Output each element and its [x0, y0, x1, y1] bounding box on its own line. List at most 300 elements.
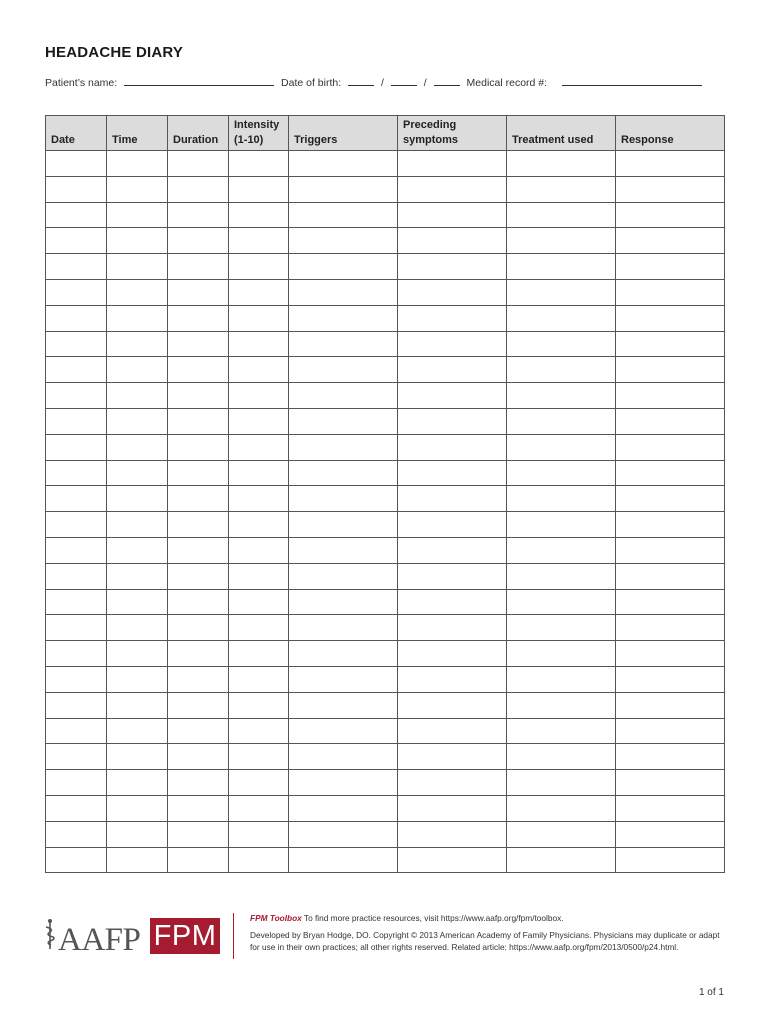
- table-cell[interactable]: [507, 512, 616, 538]
- toolbox-text: To find more practice resources, visit https://www.aafp.org/fpm/toolbox.: [301, 913, 564, 923]
- table-cell[interactable]: [46, 151, 107, 177]
- column-header-line2: Treatment used: [512, 134, 594, 146]
- table-cell[interactable]: [229, 202, 289, 228]
- table-cell[interactable]: [289, 589, 398, 615]
- table-cell[interactable]: [289, 383, 398, 409]
- table-cell[interactable]: [229, 434, 289, 460]
- page-title: HEADACHE DIARY: [45, 44, 184, 61]
- aafp-logo-text: AAFP: [58, 922, 141, 958]
- table-cell[interactable]: [616, 821, 725, 847]
- table-cell[interactable]: [289, 615, 398, 641]
- table-cell[interactable]: [289, 202, 398, 228]
- column-header-line2: Date: [51, 134, 75, 146]
- patient-name-label: Patient’s name:: [45, 77, 118, 89]
- table-cell[interactable]: [107, 512, 168, 538]
- table-cell[interactable]: [616, 847, 725, 873]
- table-cell[interactable]: [229, 305, 289, 331]
- table-cell[interactable]: [168, 666, 229, 692]
- table-cell[interactable]: [46, 279, 107, 305]
- patient-name-field[interactable]: [124, 76, 274, 86]
- table-cell[interactable]: [289, 847, 398, 873]
- aafp-logo: [44, 918, 140, 959]
- table-cell[interactable]: [229, 795, 289, 821]
- table-cell[interactable]: [398, 744, 507, 770]
- table-cell[interactable]: [107, 357, 168, 383]
- table-cell[interactable]: [168, 151, 229, 177]
- table-cell[interactable]: [398, 305, 507, 331]
- table-cell[interactable]: [616, 641, 725, 667]
- table-cell[interactable]: [616, 486, 725, 512]
- table-cell[interactable]: [616, 563, 725, 589]
- table-cell[interactable]: [46, 176, 107, 202]
- table-cell[interactable]: [229, 692, 289, 718]
- table-cell[interactable]: [507, 383, 616, 409]
- credit-text: Developed by Bryan Hodge, DO. Copyright © 2013 American Academy of Family Physicians. Physicians may duplicate or adapt for use in their own practices; all other rights reserved. Related article: https://www.aafp.org/fpm/2013/0500/p24.html.: [250, 929, 720, 952]
- table-cell[interactable]: [168, 176, 229, 202]
- table-cell[interactable]: [398, 228, 507, 254]
- table-cell[interactable]: [616, 744, 725, 770]
- table-cell[interactable]: [229, 512, 289, 538]
- table-cell[interactable]: [507, 615, 616, 641]
- table-cell[interactable]: [616, 589, 725, 615]
- table-cell[interactable]: [507, 847, 616, 873]
- table-row: [46, 666, 725, 692]
- table-cell[interactable]: [168, 434, 229, 460]
- table-cell[interactable]: [46, 434, 107, 460]
- table-cell[interactable]: [107, 460, 168, 486]
- table-row: [46, 331, 725, 357]
- table-cell[interactable]: [398, 176, 507, 202]
- table-cell[interactable]: [46, 486, 107, 512]
- table-cell[interactable]: [289, 486, 398, 512]
- table-cell[interactable]: [168, 486, 229, 512]
- table-cell[interactable]: [229, 847, 289, 873]
- table-cell[interactable]: [289, 408, 398, 434]
- table-cell[interactable]: [46, 254, 107, 280]
- page-number: 1 of 1: [698, 987, 724, 998]
- table-cell[interactable]: [168, 615, 229, 641]
- column-header-line2: Duration: [173, 134, 219, 146]
- table-cell[interactable]: [168, 202, 229, 228]
- column-header: [46, 116, 107, 151]
- table-cell[interactable]: [229, 486, 289, 512]
- column-header-line2: Triggers: [294, 134, 338, 146]
- table-cell[interactable]: [229, 279, 289, 305]
- table-row: [46, 718, 725, 744]
- table-cell[interactable]: [616, 537, 725, 563]
- table-cell[interactable]: [398, 331, 507, 357]
- table-cell[interactable]: [507, 563, 616, 589]
- table-cell[interactable]: [507, 770, 616, 796]
- table-cell[interactable]: [229, 821, 289, 847]
- table-cell[interactable]: [46, 589, 107, 615]
- mrn-field[interactable]: [562, 76, 702, 86]
- table-cell[interactable]: [229, 460, 289, 486]
- table-cell[interactable]: [616, 305, 725, 331]
- toolbox-brand: FPM Toolbox: [250, 913, 302, 923]
- dob-day-field[interactable]: [391, 76, 417, 86]
- table-row: [46, 537, 725, 563]
- table-cell[interactable]: [616, 331, 725, 357]
- table-cell[interactable]: [168, 357, 229, 383]
- table-cell[interactable]: [46, 537, 107, 563]
- table-cell[interactable]: [507, 408, 616, 434]
- mrn-label: Medical record #:: [466, 77, 548, 89]
- table-cell[interactable]: [168, 718, 229, 744]
- table-cell[interactable]: [507, 537, 616, 563]
- table-cell[interactable]: [46, 563, 107, 589]
- table-cell[interactable]: [229, 718, 289, 744]
- table-cell[interactable]: [168, 254, 229, 280]
- table-row: [46, 357, 725, 383]
- table-cell[interactable]: [107, 176, 168, 202]
- dob-separator: /: [423, 77, 427, 89]
- table-cell[interactable]: [289, 279, 398, 305]
- table-cell[interactable]: [107, 847, 168, 873]
- table-cell[interactable]: [507, 279, 616, 305]
- table-cell[interactable]: [107, 279, 168, 305]
- column-header: [229, 116, 289, 151]
- table-row: [46, 589, 725, 615]
- table-cell[interactable]: [398, 357, 507, 383]
- table-cell[interactable]: [46, 512, 107, 538]
- table-cell[interactable]: [398, 279, 507, 305]
- table-cell[interactable]: [507, 692, 616, 718]
- table-cell[interactable]: [507, 228, 616, 254]
- table-cell[interactable]: [107, 666, 168, 692]
- column-header-line1: Preceding: [403, 119, 457, 131]
- table-cell[interactable]: [616, 408, 725, 434]
- table-cell[interactable]: [107, 744, 168, 770]
- table-cell[interactable]: [398, 563, 507, 589]
- table-cell[interactable]: [289, 228, 398, 254]
- table-cell[interactable]: [289, 331, 398, 357]
- column-header: [107, 116, 168, 151]
- table-cell[interactable]: [107, 408, 168, 434]
- table-cell[interactable]: [46, 770, 107, 796]
- table-cell[interactable]: [46, 305, 107, 331]
- table-cell[interactable]: [289, 434, 398, 460]
- table-cell[interactable]: [398, 718, 507, 744]
- table-cell[interactable]: [168, 692, 229, 718]
- table-row: [46, 460, 725, 486]
- table-cell[interactable]: [289, 151, 398, 177]
- dob-month-field[interactable]: [348, 76, 374, 86]
- column-header-line2: (1-10): [234, 134, 264, 146]
- table-cell[interactable]: [289, 512, 398, 538]
- table-cell[interactable]: [507, 718, 616, 744]
- table-cell[interactable]: [398, 589, 507, 615]
- table-cell[interactable]: [507, 589, 616, 615]
- table-cell[interactable]: [616, 228, 725, 254]
- table-cell[interactable]: [168, 589, 229, 615]
- table-cell[interactable]: [507, 305, 616, 331]
- table-cell[interactable]: [616, 615, 725, 641]
- table-row: [46, 486, 725, 512]
- table-row: [46, 847, 725, 873]
- table-row: [46, 692, 725, 718]
- dob-label: Date of birth:: [281, 77, 342, 89]
- table-cell[interactable]: [616, 254, 725, 280]
- table-cell[interactable]: [168, 279, 229, 305]
- table-cell[interactable]: [168, 305, 229, 331]
- table-cell[interactable]: [107, 563, 168, 589]
- table-cell[interactable]: [398, 615, 507, 641]
- table-cell[interactable]: [107, 537, 168, 563]
- table-cell[interactable]: [46, 666, 107, 692]
- table-cell[interactable]: [398, 151, 507, 177]
- table-cell[interactable]: [107, 151, 168, 177]
- table-cell[interactable]: [46, 744, 107, 770]
- table-cell[interactable]: [168, 847, 229, 873]
- table-cell[interactable]: [398, 486, 507, 512]
- table-cell[interactable]: [507, 666, 616, 692]
- table-cell[interactable]: [107, 770, 168, 796]
- table-cell[interactable]: [168, 641, 229, 667]
- table-cell[interactable]: [107, 383, 168, 409]
- table-cell[interactable]: [398, 202, 507, 228]
- column-header-line1: [294, 118, 392, 133]
- table-cell[interactable]: [507, 357, 616, 383]
- table-row: [46, 383, 725, 409]
- table-cell[interactable]: [229, 254, 289, 280]
- table-cell[interactable]: [229, 408, 289, 434]
- table-cell[interactable]: [398, 847, 507, 873]
- table-cell[interactable]: [168, 537, 229, 563]
- table-cell[interactable]: [168, 563, 229, 589]
- column-header-line2: Response: [621, 134, 674, 146]
- table-cell[interactable]: [616, 279, 725, 305]
- table-cell[interactable]: [616, 512, 725, 538]
- table-cell[interactable]: [398, 795, 507, 821]
- column-header: [616, 116, 725, 151]
- table-cell[interactable]: [107, 692, 168, 718]
- table-cell[interactable]: [168, 383, 229, 409]
- table-cell[interactable]: [46, 202, 107, 228]
- table-row: [46, 408, 725, 434]
- table-cell[interactable]: [46, 383, 107, 409]
- table-header-row: [46, 116, 725, 151]
- diary-table: [45, 115, 725, 873]
- table-cell[interactable]: [616, 151, 725, 177]
- table-cell[interactable]: [616, 770, 725, 796]
- table-cell[interactable]: [168, 821, 229, 847]
- column-header-line2: Time: [112, 134, 138, 146]
- table-row: [46, 176, 725, 202]
- table-cell[interactable]: [289, 744, 398, 770]
- table-cell[interactable]: [289, 795, 398, 821]
- table-cell[interactable]: [229, 176, 289, 202]
- table-row: [46, 279, 725, 305]
- table-cell[interactable]: [507, 460, 616, 486]
- table-row: [46, 254, 725, 280]
- table-cell[interactable]: [507, 434, 616, 460]
- column-header: [168, 116, 229, 151]
- table-cell[interactable]: [229, 666, 289, 692]
- table-cell[interactable]: [229, 770, 289, 796]
- table-cell[interactable]: [107, 305, 168, 331]
- dob-separator: /: [381, 77, 384, 89]
- table-cell[interactable]: [107, 254, 168, 280]
- table-cell[interactable]: [616, 795, 725, 821]
- table-cell[interactable]: [46, 795, 107, 821]
- table-cell[interactable]: [398, 770, 507, 796]
- table-cell[interactable]: [616, 434, 725, 460]
- table-row: [46, 795, 725, 821]
- table-cell[interactable]: [229, 228, 289, 254]
- table-cell[interactable]: [507, 331, 616, 357]
- table-row: [46, 770, 725, 796]
- table-cell[interactable]: [289, 357, 398, 383]
- table-cell[interactable]: [507, 254, 616, 280]
- table-cell[interactable]: [168, 228, 229, 254]
- table-cell[interactable]: [616, 718, 725, 744]
- table-cell[interactable]: [107, 615, 168, 641]
- table-cell[interactable]: [229, 357, 289, 383]
- table-cell[interactable]: [289, 460, 398, 486]
- table-cell[interactable]: [289, 692, 398, 718]
- table-row: [46, 641, 725, 667]
- table-cell[interactable]: [46, 641, 107, 667]
- table-cell[interactable]: [289, 770, 398, 796]
- table-cell[interactable]: [107, 641, 168, 667]
- footer-logos: [44, 912, 224, 958]
- table-cell[interactable]: [168, 331, 229, 357]
- table-cell[interactable]: [46, 847, 107, 873]
- table-row: [46, 434, 725, 460]
- table-cell[interactable]: [398, 512, 507, 538]
- table-cell[interactable]: [46, 357, 107, 383]
- table-row: [46, 151, 725, 177]
- table-cell[interactable]: [398, 434, 507, 460]
- table-cell[interactable]: [229, 641, 289, 667]
- table-cell[interactable]: [507, 641, 616, 667]
- table-cell[interactable]: [168, 408, 229, 434]
- table-cell[interactable]: [289, 718, 398, 744]
- table-cell[interactable]: [398, 692, 507, 718]
- table-row: [46, 563, 725, 589]
- table-row: [46, 615, 725, 641]
- column-header-line1: [512, 118, 610, 133]
- table-cell[interactable]: [107, 718, 168, 744]
- patient-info-line: [45, 76, 706, 89]
- table-cell[interactable]: [616, 666, 725, 692]
- table-cell[interactable]: [289, 821, 398, 847]
- toolbox-line: [250, 912, 720, 925]
- table-row: [46, 512, 725, 538]
- table-cell[interactable]: [168, 744, 229, 770]
- table-cell[interactable]: [616, 357, 725, 383]
- table-cell[interactable]: [616, 383, 725, 409]
- table-cell[interactable]: [289, 537, 398, 563]
- table-cell[interactable]: [107, 228, 168, 254]
- table-cell[interactable]: [107, 821, 168, 847]
- table-row: [46, 305, 725, 331]
- table-cell[interactable]: [507, 744, 616, 770]
- table-cell[interactable]: [398, 537, 507, 563]
- table-cell[interactable]: [107, 589, 168, 615]
- table-cell[interactable]: [107, 202, 168, 228]
- table-body: [46, 151, 725, 873]
- footer-divider: [233, 913, 234, 959]
- table-cell[interactable]: [107, 434, 168, 460]
- table-cell[interactable]: [107, 486, 168, 512]
- table-cell[interactable]: [46, 408, 107, 434]
- table-row: [46, 228, 725, 254]
- table-cell[interactable]: [46, 692, 107, 718]
- table-cell[interactable]: [507, 821, 616, 847]
- table-cell[interactable]: [46, 718, 107, 744]
- column-header-line1: [112, 118, 162, 133]
- table-row: [46, 202, 725, 228]
- table-cell[interactable]: [398, 666, 507, 692]
- table-cell[interactable]: [398, 408, 507, 434]
- table-cell[interactable]: [229, 589, 289, 615]
- dob-year-field[interactable]: [434, 76, 460, 86]
- table-cell[interactable]: [168, 460, 229, 486]
- table-cell[interactable]: [168, 795, 229, 821]
- table-cell[interactable]: [398, 641, 507, 667]
- table-cell[interactable]: [46, 460, 107, 486]
- table-cell[interactable]: [616, 202, 725, 228]
- table-cell[interactable]: [289, 563, 398, 589]
- column-header-line1: [173, 118, 223, 133]
- table-cell[interactable]: [46, 821, 107, 847]
- table-cell[interactable]: [46, 228, 107, 254]
- table-cell[interactable]: [229, 563, 289, 589]
- table-cell[interactable]: [507, 486, 616, 512]
- table-cell[interactable]: [398, 254, 507, 280]
- table-cell[interactable]: [398, 460, 507, 486]
- table-cell[interactable]: [289, 305, 398, 331]
- table-cell[interactable]: [229, 383, 289, 409]
- table-cell[interactable]: [289, 641, 398, 667]
- table-cell[interactable]: [507, 176, 616, 202]
- column-header: [289, 116, 398, 151]
- table-cell[interactable]: [229, 331, 289, 357]
- table-cell[interactable]: [168, 770, 229, 796]
- table-cell[interactable]: [507, 202, 616, 228]
- column-header-line1: [621, 118, 719, 133]
- table-cell[interactable]: [289, 666, 398, 692]
- table-cell[interactable]: [616, 176, 725, 202]
- table-cell[interactable]: [168, 512, 229, 538]
- table-cell[interactable]: [507, 795, 616, 821]
- table-cell[interactable]: [229, 744, 289, 770]
- column-header-line1: Intensity: [234, 119, 280, 131]
- table-cell[interactable]: [46, 331, 107, 357]
- table-cell[interactable]: [616, 460, 725, 486]
- table-cell[interactable]: [289, 254, 398, 280]
- table-row: [46, 744, 725, 770]
- table-cell[interactable]: [398, 383, 507, 409]
- table-cell[interactable]: [616, 692, 725, 718]
- table-cell[interactable]: [289, 176, 398, 202]
- table-cell[interactable]: [507, 151, 616, 177]
- table-cell[interactable]: [107, 331, 168, 357]
- table-cell[interactable]: [107, 795, 168, 821]
- fpm-logo: FPM: [150, 918, 220, 954]
- table-cell[interactable]: [229, 615, 289, 641]
- table-cell[interactable]: [229, 151, 289, 177]
- column-header: [507, 116, 616, 151]
- footer-text: [250, 912, 720, 958]
- table-cell[interactable]: [398, 821, 507, 847]
- caduceus-icon: [44, 918, 56, 950]
- table-cell[interactable]: [229, 537, 289, 563]
- table-cell[interactable]: [46, 615, 107, 641]
- column-header-line2: symptoms: [403, 134, 459, 146]
